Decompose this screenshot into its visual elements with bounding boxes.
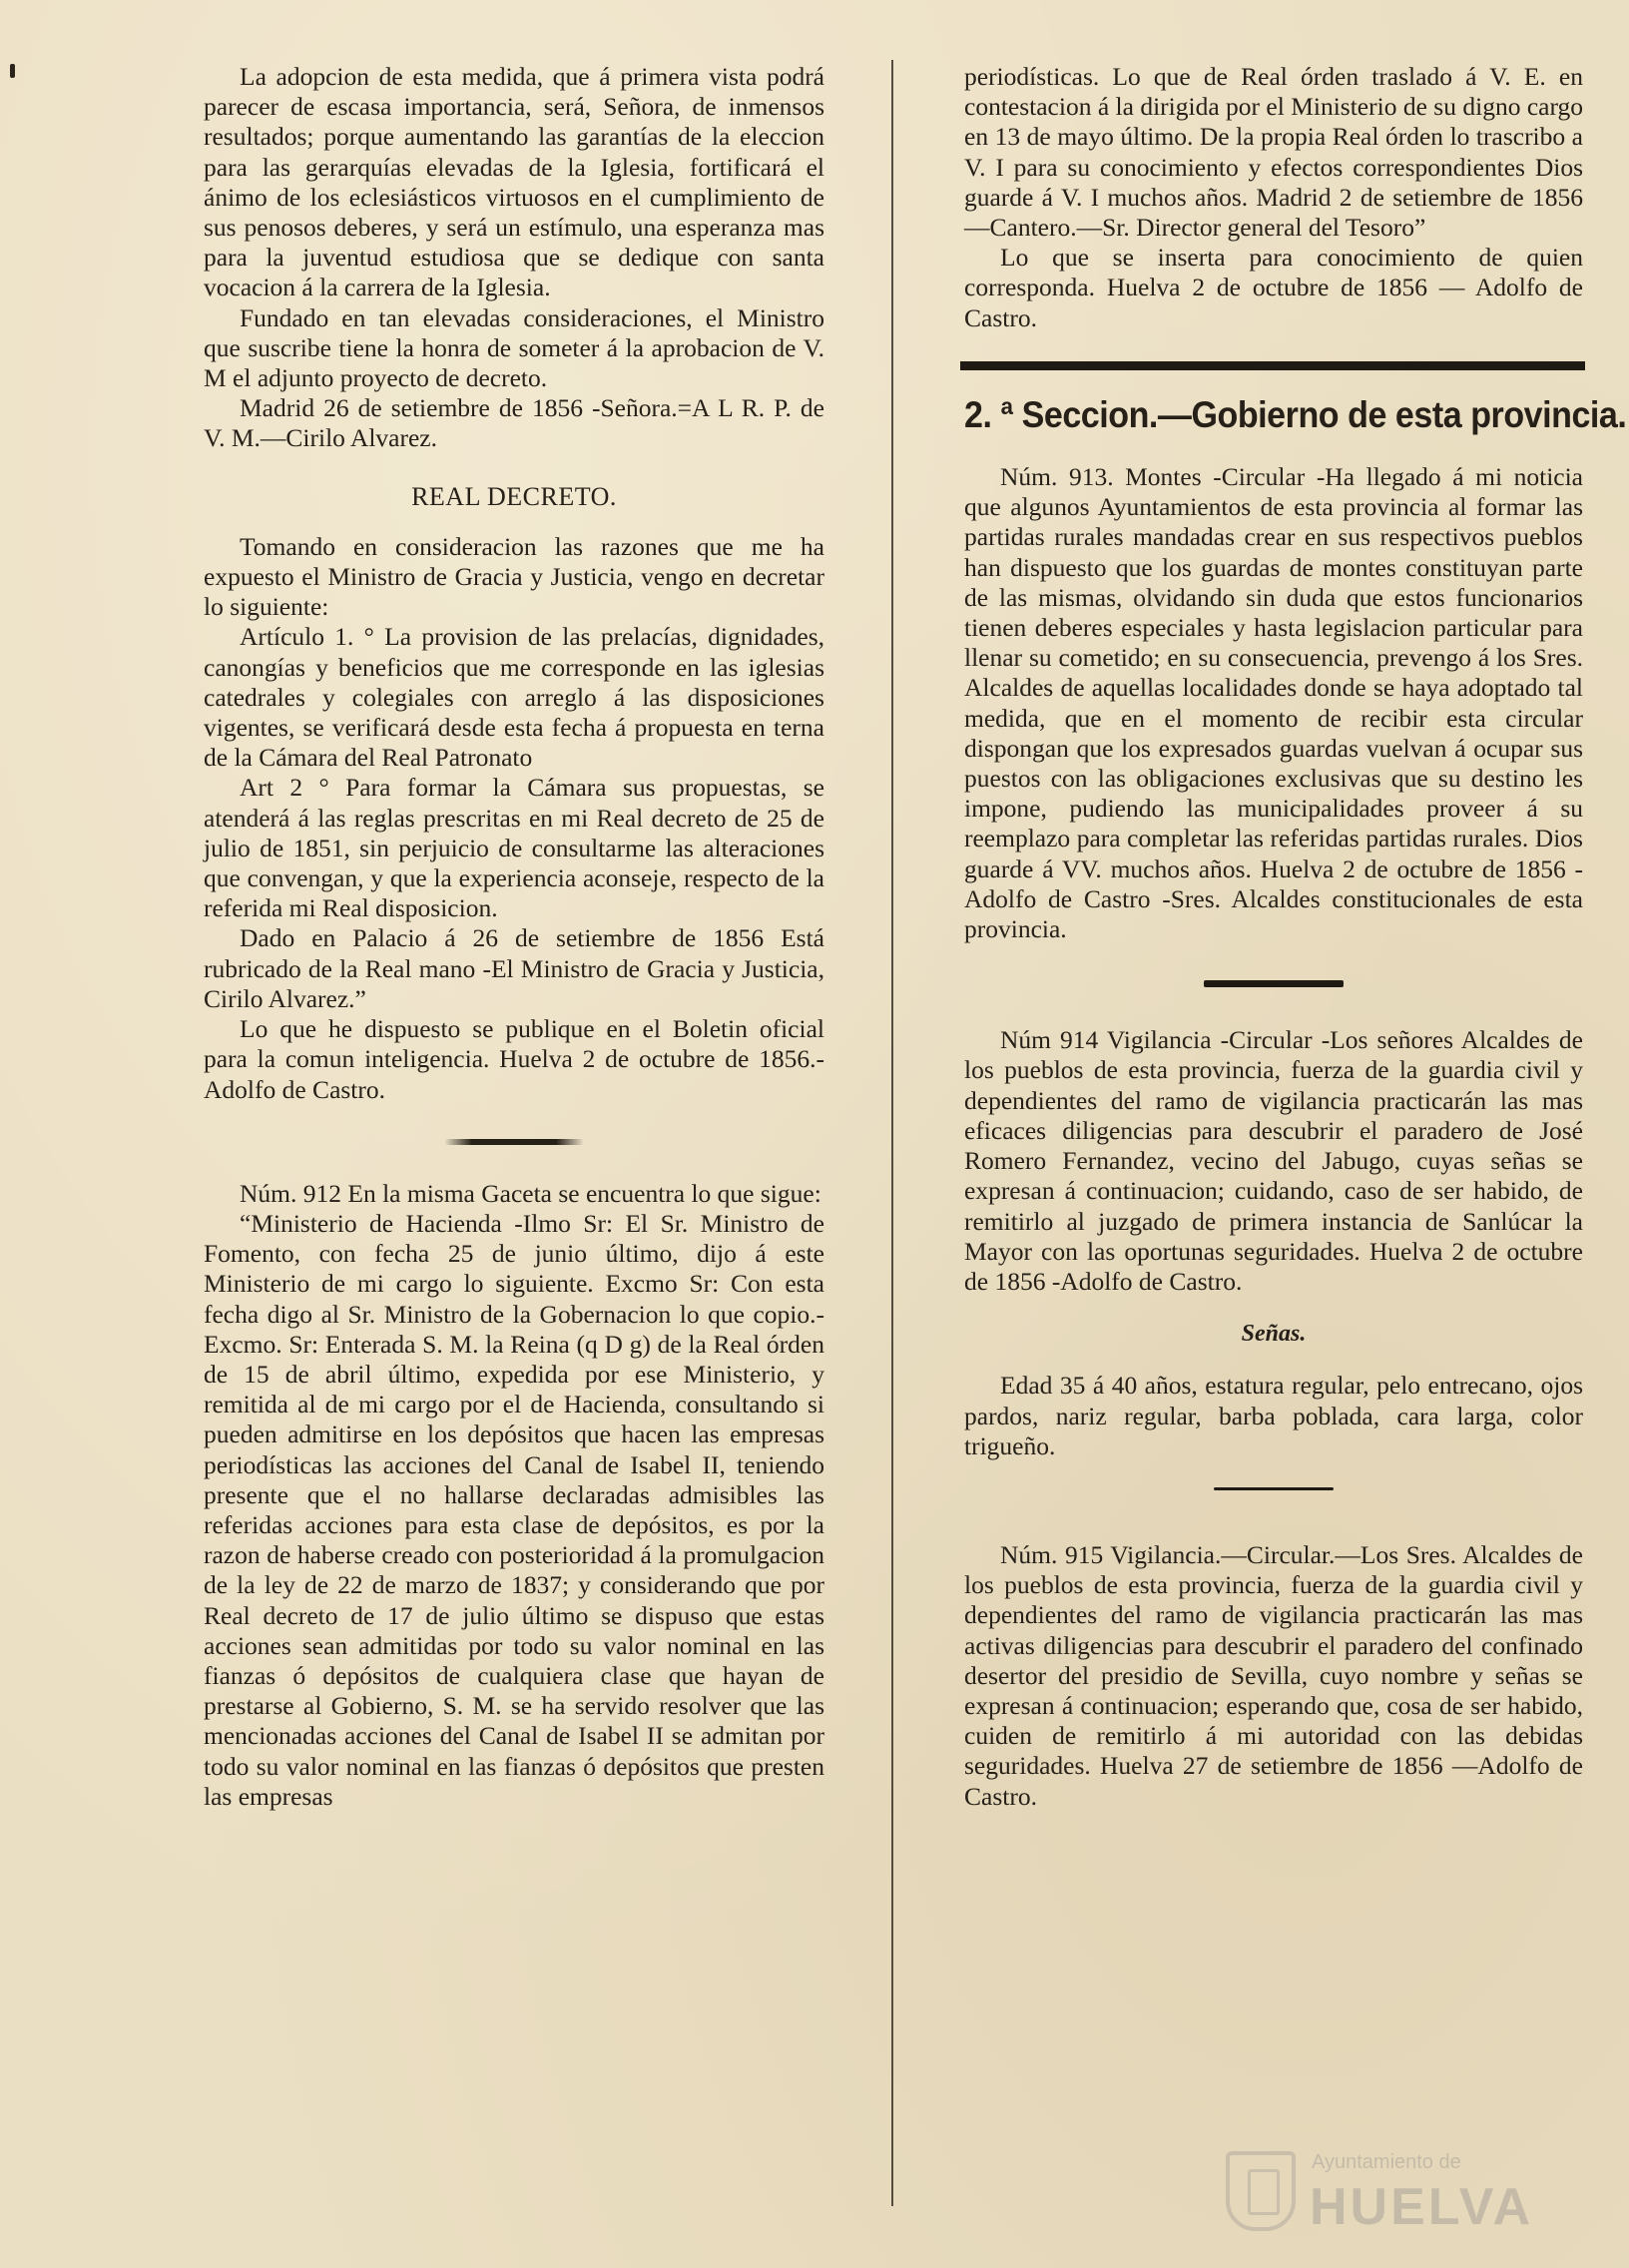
description: Edad 35 á 40 años, estatura regular, pelo entrecano, ojos pardos, nariz regular, barba poblada, cara larga, color trigueño. <box>964 1371 1583 1460</box>
senas-heading: Señas. <box>1241 1321 1307 1348</box>
watermark-small-text: Ayuntamiento de <box>1312 2151 1461 2173</box>
ornament-divider <box>444 1139 584 1145</box>
section-rule <box>960 361 1585 370</box>
left-column <box>204 62 824 1812</box>
divider <box>1214 1487 1334 1490</box>
paragraph: La adopcion de esta medida, que á primera vista podrá parecer de escasa importancia, será, Señora, de inmensos resultados; porque aumentando las garantías de la eleccion para las gerarquías elevadas de la Iglesia, fortificará el ánimo de los eclesiásticos virtuosos en el cumplimiento de sus penosos deberes, y será un estímulo, una esperanza mas para la juventud estudiosa que se dedique con santa vocacion á la carrera de la Iglesia. <box>204 62 824 302</box>
article-1: Artículo 1. ° La provision de las prelacías, dignidades, canongías y beneficios que me corresponde en las iglesias catedrales y colegiales con arreglo á las disposiciones vigentes, se verificará desde esta fecha á propuesta en terna de la Cámara del Real Patronato <box>204 622 824 773</box>
watermark-big-text: HUELVA <box>1310 2178 1534 2236</box>
column-divider <box>891 60 893 2206</box>
paragraph: Tomando en consideracion las razones que me ha expuesto el Ministro de Gracia y Justicia, vengo en decretar lo siguiente: <box>204 531 824 622</box>
paragraph: Madrid 26 de setiembre de 1856 -Señora.=A L R. P. de V. M.—Cirilo Alvarez. <box>204 393 824 453</box>
article-2: Art 2 ° Para formar la Cámara sus propuestas, se atenderá á las reglas prescritas en mi Real decreto de 25 de julio de 1851, sin perjuicio de consultarme las alteraciones que convengan, y que la experiencia aconseje, respecto de la referida mi Real disposicion. <box>204 773 824 923</box>
paragraph: periodísticas. Lo que de Real órden traslado á V. E. en contestacion á la dirigida por el Ministerio de su digno cargo en 13 de mayo último. De la propia Real órden lo trascribo a V. I para su conocimiento y efectos correspondientes Dios guarde á V. I muchos años. Madrid 2 de setiembre de 1856—Cantero.—Sr. Director general del Tesoro” <box>964 62 1583 243</box>
entry-915: Núm. 915 Vigilancia.—Circular.—Los Sres. Alcaldes de los pueblos de esta provincia, fuerza de la guardia civil y dependientes del ramo de vigilancia practicarán las mas activas diligencias para descubrir el paradero del confinado desertor del presidio de Sevilla, cuyo nombre y señas se expresan á continuacion; esperando que, cosa de ser habido, cuiden de remitirlo á mi autoridad con las debidas seguridades. Huelva 27 de setiembre de 1856 —Adolfo de Castro. <box>964 1539 1583 1811</box>
city-shield-icon <box>1226 2151 1296 2231</box>
paragraph: Lo que se inserta para conocimiento de quien corresponda. Huelva 2 de octubre de 1856 — Adolfo de Castro. <box>964 243 1583 332</box>
paragraph: “Ministerio de Hacienda -Ilmo Sr: El Sr. Ministro de Fomento, con fecha 25 de junio último, dijo á este Ministerio de mi cargo lo siguiente. Excmo Sr: Con esta fecha digo al Sr. Ministro de la Gobernacion lo que copio.-Excmo. Sr: Enterada S. M. la Reina (q D g) de la Real órden de 15 de abril último, expedida por ese Ministerio, y remitida al de mi cargo por el de Hacienda, consultando si pueden admitirse en los depósitos que hacen las empresas periodísticas las acciones del Canal de Isabel II, teniendo presente que el no hallarse declaradas admisibles las referidas acciones para esta clase de depósitos, es por la razon de haberse creado con posterioridad á la promulgacion de la ley de 22 de marzo de 1837; y considerando que por Real decreto de 17 de julio último se dispuso que estas acciones sean admitidas por todo su valor nominal en las fianzas ó depósitos de cualquiera clase que hayan de prestarse al Gobierno, S. M. se ha servido resolver que las mencionadas acciones del Canal de Isabel II se admitan por todo su valor nominal en las fianzas ó depósitos que presten las empresas <box>204 1208 824 1811</box>
paragraph: Lo que he dispuesto se publique en el Boletin oficial para la comun inteligencia. Huelva 2 de octubre de 1856.-Adolfo de Castro. <box>204 1014 824 1104</box>
paragraph: Dado en Palacio á 26 de setiembre de 1856 Está rubricado de la Real mano -El Ministro de Gracia y Justicia, Cirilo Alvarez.” <box>204 923 824 1013</box>
margin-mark <box>10 64 15 78</box>
real-decreto-heading: REAL DECRETO. <box>411 481 617 511</box>
entry-912: Núm. 912 En la misma Gaceta se encuentra lo que sigue: <box>240 1178 821 1208</box>
paragraph: Fundado en tan elevadas consideraciones, el Ministro que suscribe tiene la honra de someter á la aprobacion de V. M el adjunto proyecto de decreto. <box>204 302 824 393</box>
entry-913: Núm. 913. Montes -Circular -Ha llegado á mi noticia que algunos Ayuntamientos de esta provincia al formar las partidas rurales mandadas crear en sus respectivos pueblos han dispuesto que los guardas de montes constituyan parte de las mismas, olvidando sin duda que estos funcionarios tienen deberes especiales y hasta legislacion particular para llenar su cometido; en su consecuencia, prevengo á los Sres. Alcaldes de aquellas localidades donde se haya adoptado tal medida, que en el momento de recibir esta circular dispongan que los expresados guardas vuelvan á ocupar sus puestos con las obligaciones exclusivas que su destino les impone, pudiendo las municipalidades proveer á su reemplazo para completar las referidas partidas rurales. Dios guarde á VV. muchos años. Huelva 2 de octubre de 1856 -Adolfo de Castro -Sres. Alcaldes constitucionales de esta provincia. <box>964 462 1583 944</box>
watermark-logo <box>1226 2151 1555 2241</box>
section-title: 2. ª Seccion.—Gobierno de esta provincia. <box>964 393 1627 435</box>
divider <box>1204 980 1344 987</box>
entry-914: Núm 914 Vigilancia -Circular -Los señores Alcaldes de los pueblos de esta provincia, fuerza de la guardia civil y dependientes del ramo de vigilancia practicarán las mas eficaces diligencias para descubrir el paradero de José Romero Fernandez, vecino del Jabugo, cuyas señas se expresan á continuacion; cuidando, caso de ser habido, de remitirlo al juzgado de primera instancia de Sanlúcar la Mayor con las oportunas seguridades. Huelva 2 de octubre de 1856 -Adolfo de Castro. <box>964 1025 1583 1296</box>
right-column <box>964 62 1627 1812</box>
